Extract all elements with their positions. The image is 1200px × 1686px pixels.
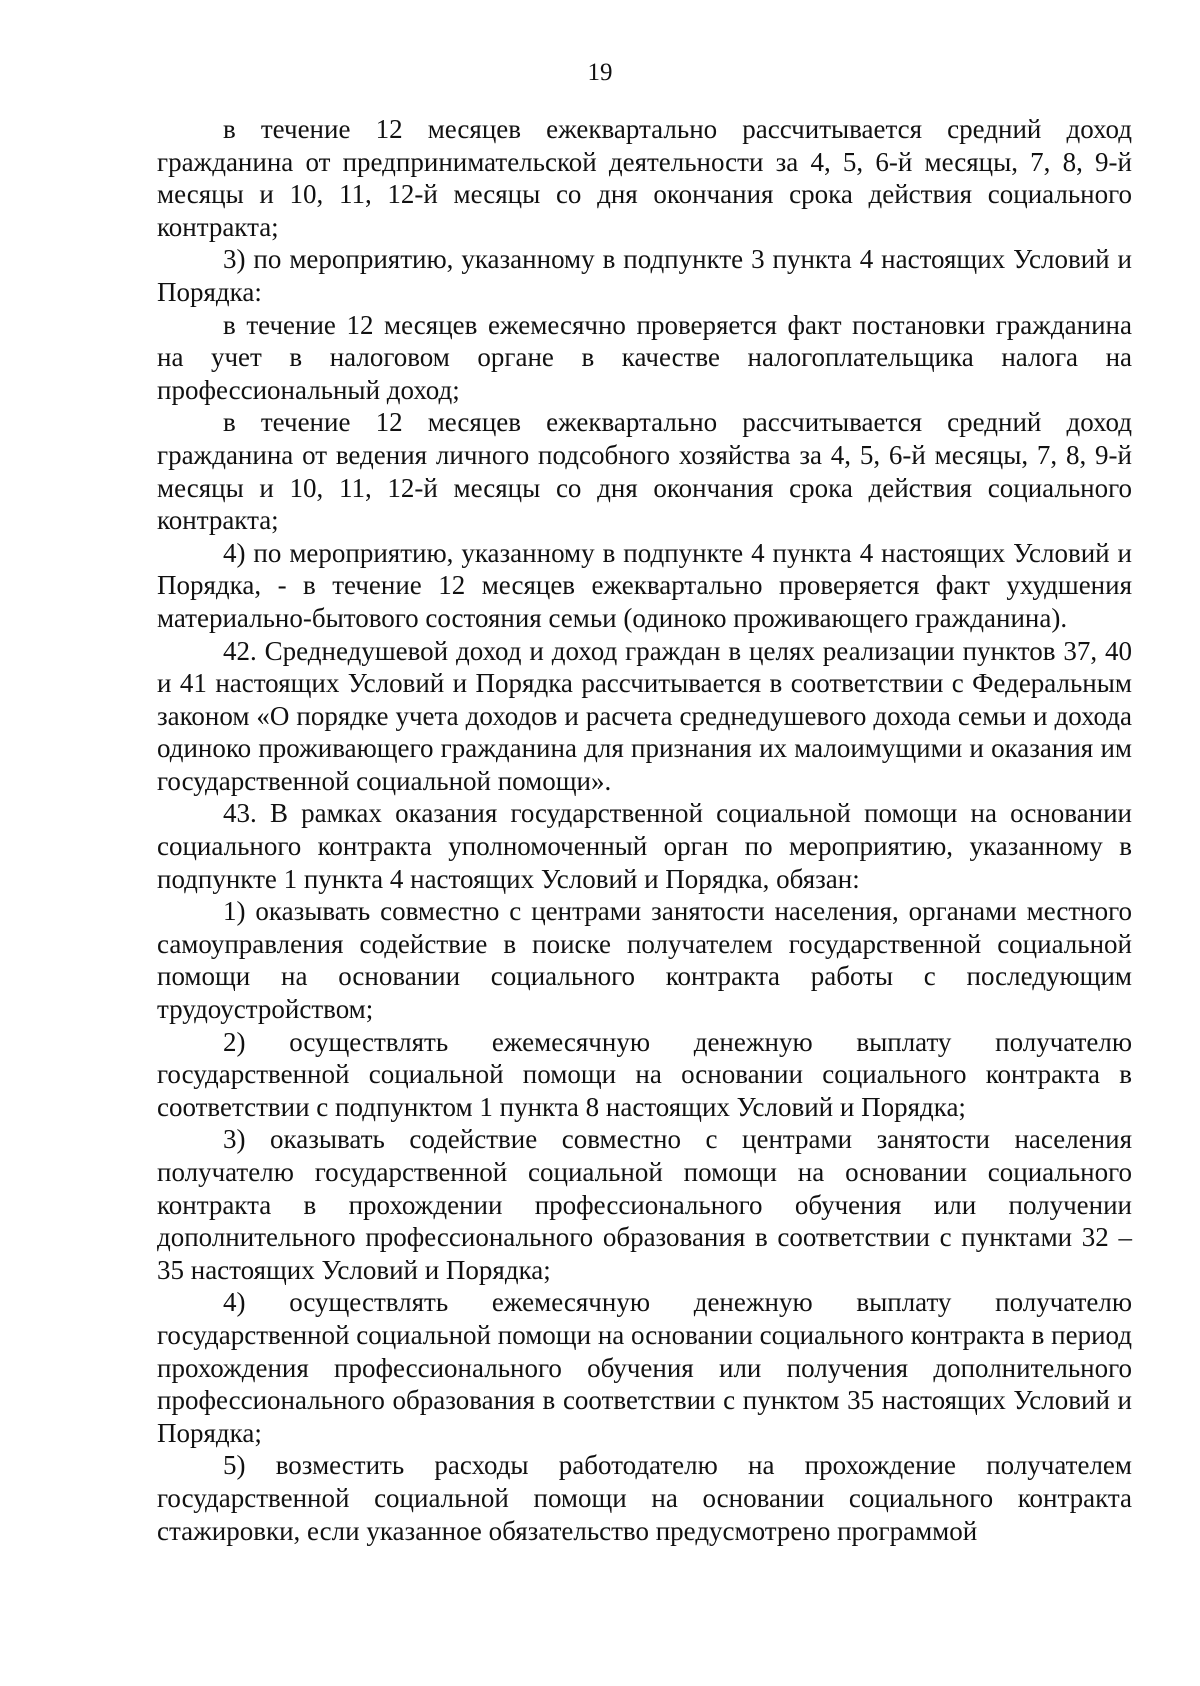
paragraph-duty-2: 2) осуществлять ежемесячную денежную выплату получателю государственной социальной помощи на основании социального контракта в соответствии с подпунктом 1 пункта 8 настоящих Условий и Порядка;	[157, 1026, 1132, 1122]
paragraph-duty-5: 5) возместить расходы работодателю на прохождение получателем государственной социальной помощи на основании социального контракта стажировки, если указанное обязательство предусмотрено программой	[157, 1450, 1132, 1546]
paragraph-item-4: 4) по мероприятию, указанному в подпункте 4 пункта 4 настоящих Условий и Порядка, - в течение 12 месяцев ежеквартально проверяется факт ухудшения материально-бытового состояния семьи (одиноко проживающего гражданина).	[157, 537, 1132, 633]
paragraph-duty-1: 1) оказывать совместно с центрами занятости населения, органами местного самоуправления содействие в поиске получателем государственной социальной помощи на основании социального контракта работы с последующим трудоустройством;	[157, 896, 1132, 1025]
paragraph-duty-3: 3) оказывать содействие совместно с центрами занятости населения получателю государственной социальной помощи на основании социального контракта в прохождении профессионального обучения или получении дополнительного профессионального образования в соответствии с пунктами 32 – 35 настоящих Условий и Порядка;	[157, 1124, 1132, 1285]
paragraph-42: 42. Среднедушевой доход и доход граждан в целях реализации пунктов 37, 40 и 41 настоящих Условий и Порядка рассчитывается в соответствии с Федеральным законом «О порядке учета доходов и расчета среднедушевого дохода семьи и дохода одиноко проживающего гражданина для признания их малоимущими и оказания им государственной социальной помощи».	[157, 635, 1132, 796]
paragraph-income-business: в течение 12 месяцев ежеквартально рассчитывается средний доход гражданина от предпринимательской деятельности за 4, 5, 6-й месяцы, 7, 8, 9-й месяцы и 10, 11, 12-й месяцы со дня окончания срока действия социального контракта;	[157, 114, 1132, 242]
paragraph-item-3: 3) по мероприятию, указанному в подпункте 3 пункта 4 настоящих Условий и Порядка:	[157, 244, 1132, 307]
paragraph-tax-registration: в течение 12 месяцев ежемесячно проверяется факт постановки гражданина на учет в налоговом органе в качестве налогоплательщика налога на профессиональный доход;	[157, 309, 1132, 405]
page-number: 19	[587, 59, 613, 86]
document-body	[157, 113, 1132, 1547]
paragraph-43: 43. В рамках оказания государственной социальной помощи на основании социального контракта уполномоченный орган по мероприятию, указанному в подпункте 1 пункта 4 настоящих Условий и Порядка, обязан:	[157, 798, 1132, 894]
paragraph-income-household: в течение 12 месяцев ежеквартально рассчитывается средний доход гражданина от ведения личного подсобного хозяйства за 4, 5, 6-й месяцы, 7, 8, 9-й месяцы и 10, 11, 12-й месяцы со дня окончания срока действия социального контракта;	[157, 407, 1132, 536]
paragraph-duty-4: 4) осуществлять ежемесячную денежную выплату получателю государственной социальной помощи на основании социального контракта в период прохождения профессионального обучения или получения дополнительного профессионального образования в соответствии с пунктом 35 настоящих Условий и Порядка;	[157, 1287, 1132, 1448]
